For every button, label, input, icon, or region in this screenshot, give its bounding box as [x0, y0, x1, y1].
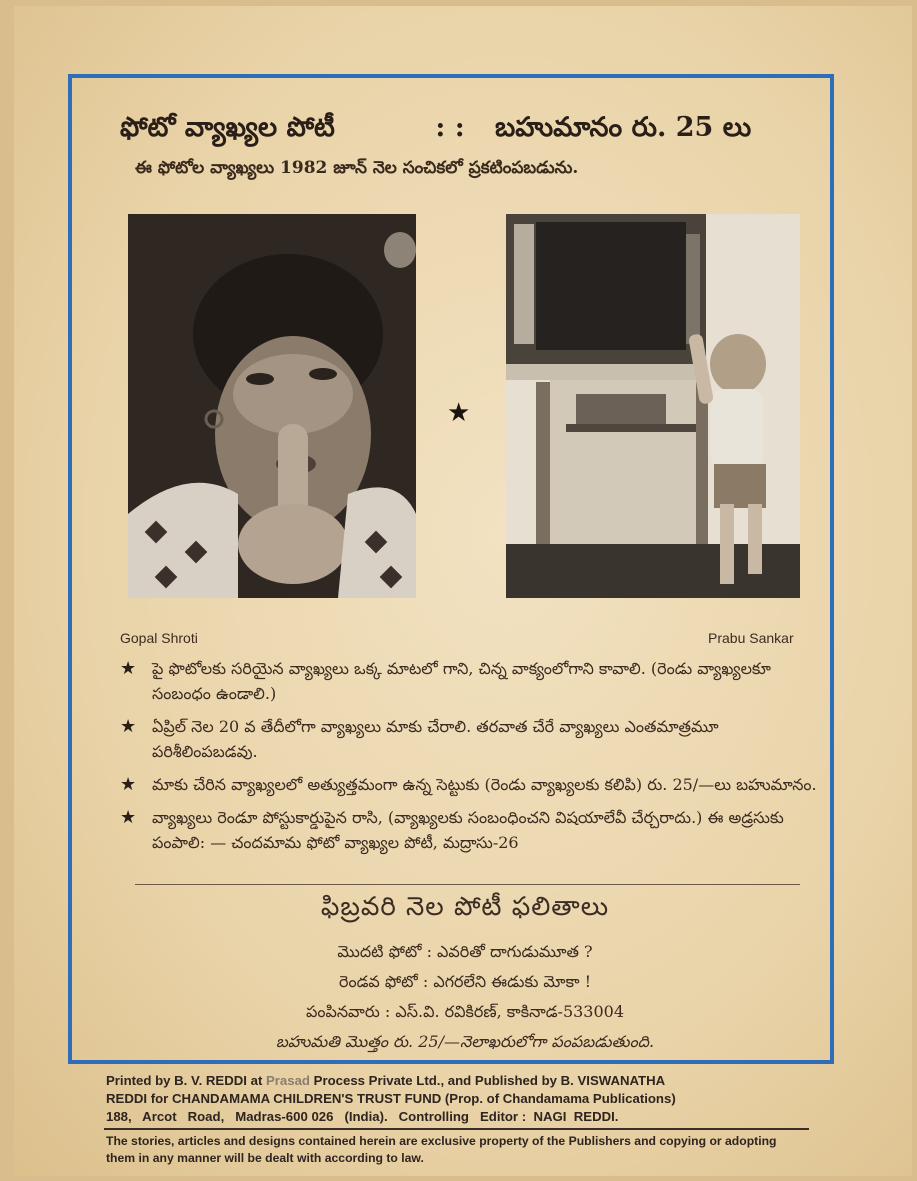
copyright-notice: The stories, articles and designs contained herein are exclusive property of the Publishers and copying or adopting them in any manner will be dealt with according to law.	[106, 1134, 777, 1165]
contest-title	[120, 112, 810, 150]
section-divider	[135, 884, 800, 885]
photo-child-tv	[506, 214, 800, 598]
title-left: ఫోటో వ్యాఖ్యల పోటీ	[120, 112, 335, 143]
rule-text: వ్యాఖ్యలు రెండూ పోస్టుకార్డుపైన రాసి, (వ్యాఖ్యలకు సంబంధించని విషయాలేవీ చేర్చరాదు.) ఈ అడ్రసుకు పంపాలి: — చందమామ ఫోటో వ్యాఖ్యల పోటీ, మద్రాసు-26	[152, 808, 784, 852]
photo-credit-right: Prabu Sankar	[708, 630, 794, 646]
bullet-star-icon: ★	[120, 658, 137, 679]
rule-text: పై ఫొటోలకు సరియైన వ్యాఖ్యలు ఒక్క మాటలో గాని, చిన్న వాక్యంలోగాని కావాలి. (రెండు వ్యాఖ్యలకూ సంబంధం ఉండాలి.)	[152, 659, 771, 703]
contest-rules	[120, 656, 820, 863]
footer-line-1	[106, 1072, 806, 1090]
footer-divider	[104, 1128, 809, 1130]
footer-publisher: Process Private Ltd., and Published by B. VISWANATHA	[310, 1073, 666, 1088]
rule-item	[120, 656, 820, 706]
bullet-star-icon: ★	[120, 716, 137, 737]
rule-text: మాకు చేరిన వ్యాఖ్యలలో అత్యుత్తమంగా ఉన్న సెట్టుకు (రెండు వ్యాఖ్యలకు కలిపి) రు. 25/—లు బహుమానం.	[152, 775, 817, 794]
bullet-star-icon: ★	[120, 807, 137, 828]
footer-line-2: REDDI for CHANDAMAMA CHILDREN'S TRUST FUND (Prop. of Chandamama Publications)	[106, 1091, 676, 1106]
photo-girl-drawing	[128, 214, 416, 598]
title-prize: బహుమానం రు. 25 లు	[495, 112, 752, 143]
center-star-icon: ★	[447, 398, 471, 428]
results-title: ఫిబ్రవరి నెల పోటీ ఫలితాలు	[320, 892, 610, 922]
title-separator: : :	[435, 112, 465, 143]
result-prize: బహుమతి మొత్తం రు. 25/—నెలాఖరులోగా పంపబడుతుంది.	[275, 1032, 655, 1051]
footer-line-3: 188, Arcot Road, Madras-600 026 (India). Controlling Editor : NAGI REDDI.	[106, 1109, 619, 1124]
publisher-footer	[106, 1072, 806, 1126]
contest-subtitle: ఈ ఫోటోల వ్యాఖ్యలు 1982 జూన్ నెల సంచికలో ప్రకటింపబడును.	[135, 158, 579, 178]
photo-child-drawing	[506, 214, 800, 598]
footer-press-name: Prasad	[266, 1073, 310, 1088]
rule-item	[120, 805, 820, 855]
footer-printer: Printed by B. V. REDDI at	[106, 1073, 266, 1088]
result-sender: పంపినవారు : ఎస్.వి. రవికిరణ్, కాకినాడ-533004	[305, 1002, 625, 1021]
photo-credit-left: Gopal Shroti	[120, 630, 198, 646]
result-second-photo: రెండవ ఫోటో : ఎగరలేని ఈడుకు మోకా !	[338, 972, 592, 991]
photo-girl	[128, 214, 416, 598]
bullet-star-icon: ★	[120, 774, 137, 795]
rule-item	[120, 714, 820, 764]
result-first-photo: మొదటి ఫోటో : ఎవరితో దాగుడుమూత ?	[337, 942, 593, 961]
rule-item	[120, 772, 820, 797]
rule-text: ఏప్రిల్ నెల 20 వ తేదీలోగా వ్యాఖ్యలు మాకు చేరాలి. తరవాత చేరే వ్యాఖ్యలు ఎంతమాత్రమూ పరిశీలింపబడవు.	[152, 717, 719, 761]
